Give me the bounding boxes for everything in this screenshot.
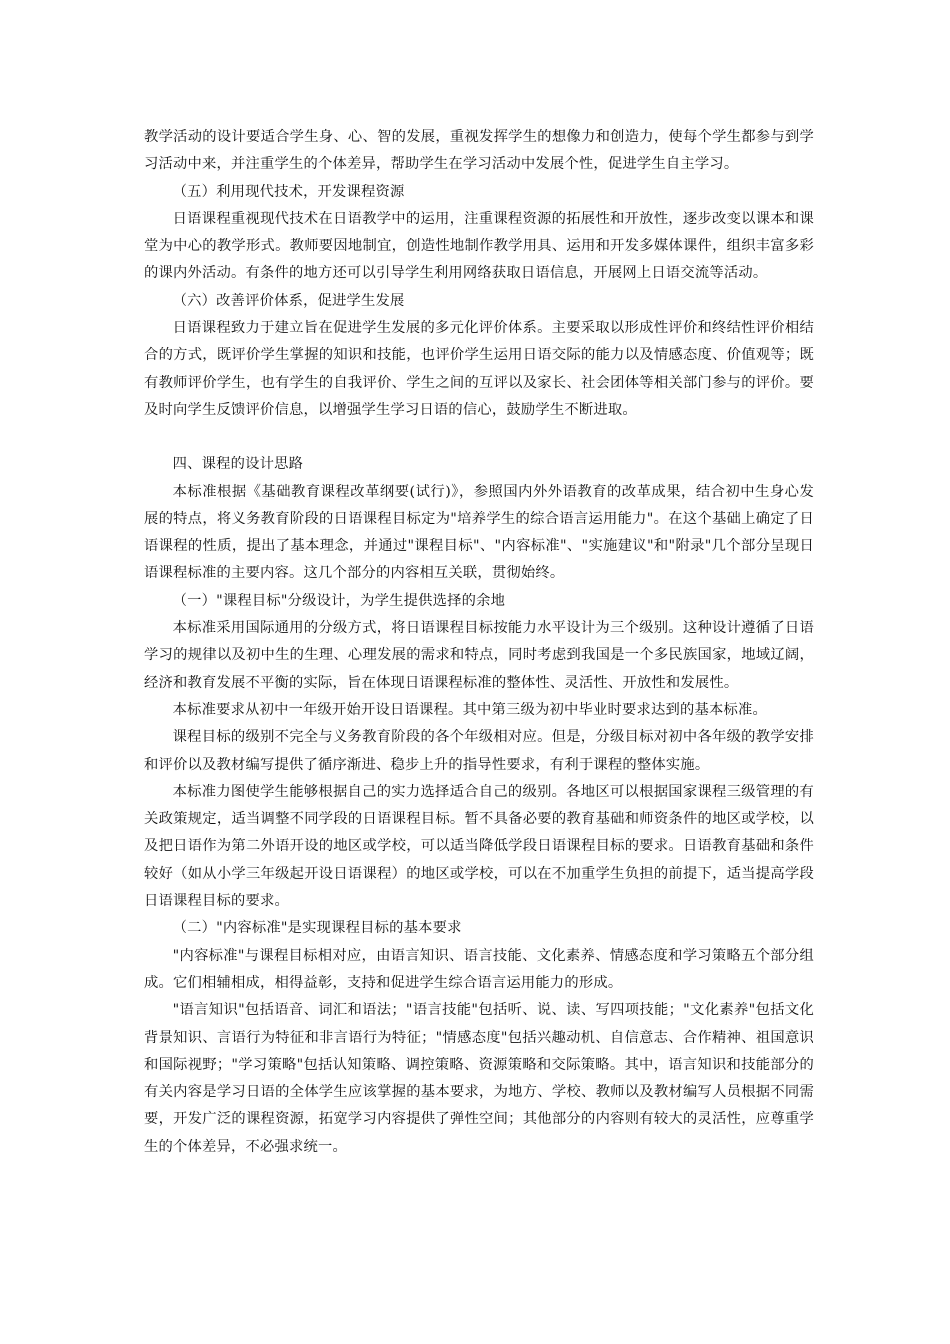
paragraph: 教学活动的设计要适合学生身、心、智的发展，重视发挥学生的想像力和创造力，使每个学生都参与到学习活动中来，并注重学生的个体差异，帮助学生在学习活动中发展个性，促进学生自主学习。 <box>144 129 814 173</box>
page-body <box>144 124 814 1161</box>
section-heading: （一）"课程目标"分级设计，为学生提供选择的余地 <box>172 592 506 609</box>
paragraph: 本标准要求从初中一年级开始开设日语课程。其中第三级为初中毕业时要求达到的基本标准。 <box>172 701 767 718</box>
paragraph: 课程目标的级别不完全与义务教育阶段的各个年级相对应。但是，分级目标对初中各年级的教学安排和评价以及教材编写提供了循序渐进、稳步上升的指导性要求，有利于课程的整体实施。 <box>144 729 814 773</box>
chapter-heading: 四、课程的设计思路 <box>172 456 304 473</box>
paragraph: 本标准力图使学生能够根据自己的实力选择适合自己的级别。各地区可以根据国家课程三级管理的有关政策规定，适当调整不同学段的日语课程目标。暂不具备必要的教育基础和师资条件的地区或学校，以及把日语作为第二外语开设的地区或学校，可以适当降低学段日语课程目标的要求。日语教育基础和条件较好（如从小学三年级起开设日语课程）的地区或学校，可以在不加重学生负担的前提下，适当提高学段日语课程目标的要求。 <box>144 783 814 910</box>
blank-line <box>144 424 814 451</box>
paragraph: 日语课程致力于建立旨在促进学生发展的多元化评价体系。主要采取以形成性评价和终结性评价相结合的方式，既评价学生掌握的知识和技能，也评价学生运用日语交际的能力以及情感态度、价值观等；既有教师评价学生，也有学生的自我评价、学生之间的互评以及家长、社会团体等相关部门参与的评价。要及时向学生反馈评价信息，以增强学生学习日语的信心，鼓励学生不断进取。 <box>144 320 814 418</box>
section-heading: （二）"内容标准"是实现课程目标的基本要求 <box>172 920 462 937</box>
paragraph: 本标准根据《基础教育课程改革纲要(试行)》，参照国内外外语教育的改革成果，结合初中生身心发展的特点，将义务教育阶段的日语课程目标定为"培养学生的综合语言运用能力"。在这个基础上确定了日语课程的性质，提出了基本理念，并通过"课程目标"、"内容标准"、"实施建议"和"附录"几个部分呈现日语课程标准的主要内容。这几个部分的内容相互关联，贯彻始终。 <box>144 483 814 582</box>
paragraph: "内容标准"与课程目标相对应，由语言知识、语言技能、文化素养、情感态度和学习策略五个部分组成。它们相辅相成，相得益彰，支持和促进学生综合语言运用能力的形成。 <box>144 947 814 991</box>
section-heading: （六）改善评价体系，促进学生发展 <box>172 292 405 309</box>
paragraph: 本标准采用国际通用的分级方式，将日语课程目标按能力水平设计为三个级别。这种设计遵循了日语学习的规律以及初中生的生理、心理发展的需求和特点，同时考虑到我国是一个多民族国家，地域辽阔，经济和教育发展不平衡的实际，旨在体现日语课程标准的整体性、灵活性、开放性和发展性。 <box>144 620 814 691</box>
paragraph: "语言知识"包括语音、词汇和语法；"语言技能"包括听、说、读、写四项技能；"文化素养"包括文化背景知识、言语行为特征和非言语行为特征；"情感态度"包括兴趣动机、自信意志、合作精神、祖国意识和国际视野；"学习策略"包括认知策略、调控策略、资源策略和交际策略。其中，语言知识和技能部分的有关内容是学习日语的全体学生应该掌握的基本要求，为地方、学校、教师以及教材编写人员根据不同需要，开发广泛的课程资源，拓宽学习内容提供了弹性空间；其他部分的内容则有较大的灵活性，应尊重学生的个体差异，不必强求统一。 <box>144 1002 814 1155</box>
section-heading: （五）利用现代技术，开发课程资源 <box>172 183 405 200</box>
paragraph: 日语课程重视现代技术在日语教学中的运用，注重课程资源的拓展性和开放性，逐步改变以课本和课堂为中心的教学形式。教师要因地制宜，创造性地制作教学用具、运用和开发多媒体课件，组织丰富多彩的课内外活动。有条件的地方还可以引导学生利用网络获取日语信息，开展网上日语交流等活动。 <box>144 210 814 282</box>
